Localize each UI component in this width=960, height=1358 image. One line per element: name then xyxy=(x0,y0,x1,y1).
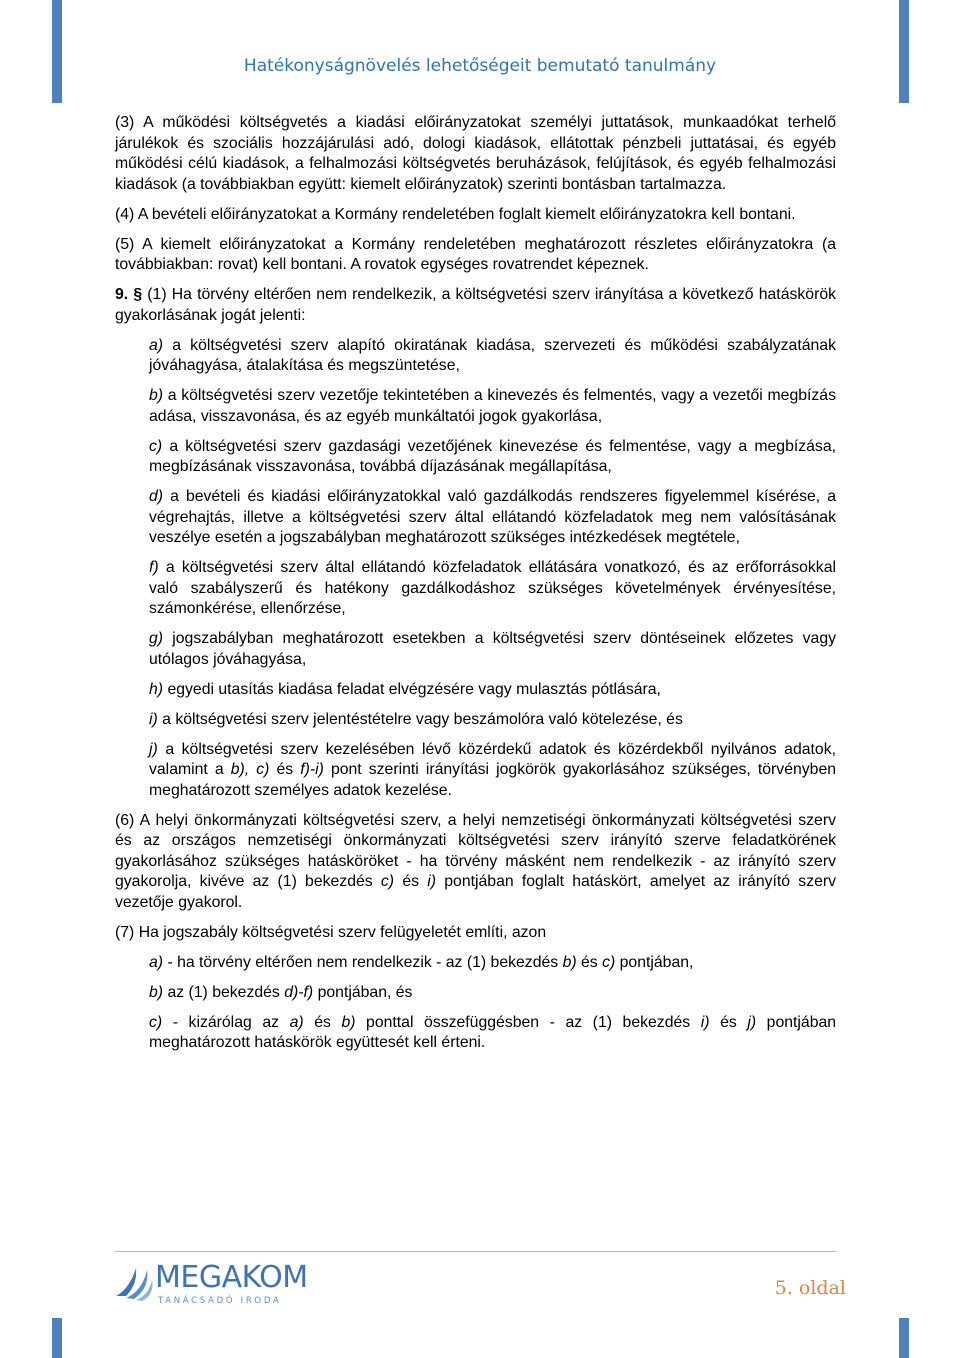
list-item-7b xyxy=(149,983,836,1004)
list-item-b xyxy=(149,386,836,427)
list-item-g xyxy=(149,629,836,670)
paragraph-text: (6) A helyi önkormányzati költségvetési szerv, a helyi nemzetiségi önkormányzati költségvetési szerv és az országos nemzetiségi önkormányzati költségvetési szerv irányító szerve feladatkörének gyakorlásához szükséges hatásköröket - ha törvény másként nem rendelkezik - az irányító szerv gyakorolja, kivéve az (1) bekezdés xyxy=(115,811,836,890)
item-text: a költségvetési szerv gazdasági vezetőjének kinevezése és felmentése, vagy a megbízása, megbízásának visszavonása, továbbá díjazásának megállapítása, xyxy=(149,437,837,475)
item-reference: b) xyxy=(562,953,577,971)
item-label: c) xyxy=(149,1013,163,1031)
section-sign: § xyxy=(133,286,143,303)
item-text: pontjában meghatározott hatáskörök együttesét kell érteni. xyxy=(149,1013,837,1051)
item-text: és xyxy=(314,1013,331,1031)
logo-mark-icon xyxy=(114,1262,156,1302)
item-text: - kizárólag az xyxy=(172,1013,280,1031)
item-label: f) xyxy=(149,559,159,576)
item-text: a bevételi és kiadási előirányzatokkal való gazdálkodás rendszeres figyelemmel kísérése, a végrehajtás, illetve a költségvetési szerv által ellátandó közfeladatok meg nem valósításának veszélye esetén a jogszabályban meghatározott szükséges intézkedések megtétele, xyxy=(149,488,836,546)
item-reference: d)-f) xyxy=(284,983,314,1001)
megakom-logo xyxy=(114,1262,314,1312)
item-text: pontjában, xyxy=(619,953,694,971)
section-9-paragraph-1 xyxy=(115,285,836,326)
item-reference: c) xyxy=(380,873,395,890)
item-reference: a) xyxy=(289,1013,304,1031)
item-text: pont szerinti irányítási jogkörök gyakorlásához szükséges, törvényben meghatározott személyes adatok kezelése. xyxy=(149,761,837,799)
left-accent-bar xyxy=(52,0,62,103)
list-item-i xyxy=(149,710,836,731)
paragraph-3: (3) A működési költségvetés a kiadási előirányzatokat személyi juttatások, munkaadókat terhelő járulékok és szociális hozzájárulási adó, dologi kiadások, ellátottak pénzbeli juttatásai, és egyéb működési célú kiadások, a felhalmozási költségvetés beruházások, felújítások, és egyéb felhalmozási kiadások (a továbbiakban együtt: kiemelt előirányzatok) szerinti bontásban tartalmazza. xyxy=(115,114,836,193)
item-text: egyedi utasítás kiadása feladat elvégzésére vagy mulasztás pótlására, xyxy=(167,680,661,698)
list-item-a xyxy=(149,336,836,377)
item-text: és xyxy=(581,953,598,971)
item-reference: b) xyxy=(341,1013,356,1031)
item-text: és xyxy=(720,1013,737,1031)
item-label: g) xyxy=(149,630,164,647)
list-item-d xyxy=(149,487,836,549)
item-label: c) xyxy=(149,437,163,455)
item-reference: i) xyxy=(700,1013,710,1031)
paragraph-6 xyxy=(115,811,836,914)
item-text: ponttal összefüggésben - az (1) bekezdés xyxy=(366,1013,691,1031)
item-label: h) xyxy=(149,680,164,698)
item-text: a költségvetési szerv jelentéstételre vagy beszámolóra való kötelezése, és xyxy=(162,710,683,728)
item-text: a költségvetési szerv által ellátandó közfeladatok ellátására vonatkozó, és az erőforrásokkal való szabályszerű és hatékony gazdálkodáshoz szükséges követelmények érvényesítése, számonkérése, ellenőrzése, xyxy=(149,559,836,617)
item-label: b) xyxy=(149,387,164,404)
item-label: j) xyxy=(149,740,158,758)
paragraph-text: pontjában foglalt hatáskört, amelyet az irányító szerv vezetője gyakorol. xyxy=(115,873,837,911)
list-item-h xyxy=(149,680,836,701)
page-header-title: Hatékonyságnövelés lehetőségeit bemutató tanulmány xyxy=(243,56,717,76)
item-label: a) xyxy=(149,336,164,354)
document-body xyxy=(115,113,836,1063)
item-text: a költségvetési szerv vezetője tekintetében a kinevezés és felmentés, vagy a vezetői megbízás adása, visszavonása, és az egyéb munkáltatói jogok gyakorlása, xyxy=(149,387,836,425)
item-text: a költségvetési szerv kezelésében lévő közérdekű adatok és közérdekből nyilvános adatok, valamint a xyxy=(149,740,836,778)
logo-subtitle: TANÁCSADÓ IRODA xyxy=(158,1296,282,1306)
paragraph-5: (5) A kiemelt előirányzatokat a Kormány rendeletében meghatározott részletes előirányzatokra (a továbbiakban: rovat) kell bontani. A rovatok egységes rovatrendet képeznek. xyxy=(115,235,836,273)
section-9-text: (1) Ha törvény eltérően nem rendelkezik, a költségvetési szerv irányítása a következő hatáskörök gyakorlásának jogát jelenti: xyxy=(115,286,837,324)
item-text: pontjában, és xyxy=(317,983,413,1001)
item-label: d) xyxy=(149,488,164,505)
item-text: - ha törvény eltérően nem rendelkezik - az (1) bekezdés xyxy=(167,953,559,971)
list-item-c xyxy=(149,437,836,478)
paragraph-4: (4) A bevételi előirányzatokat a Kormány rendeletében foglalt kiemelt előirányzatokra kell bontani. xyxy=(115,205,796,223)
item-text: a költségvetési szerv alapító okiratának kiadása, szervezeti és működési szabályzatának jóváhagyása, átalakítása és megszüntetése, xyxy=(149,336,836,374)
page-number: 5. oldal xyxy=(774,1277,846,1299)
item-reference: b), c) xyxy=(230,761,270,778)
item-text: jogszabályban meghatározott esetekben a költségvetési szerv döntéseinek előzetes vagy utólagos jóváhagyása, xyxy=(149,630,836,668)
list-item-7a xyxy=(149,953,836,974)
item-label: i) xyxy=(149,710,158,728)
right-accent-bar xyxy=(899,0,909,103)
item-reference: c) xyxy=(602,953,616,971)
item-text: az (1) bekezdés xyxy=(167,983,280,1001)
list-item-j xyxy=(149,740,836,802)
item-label: a) xyxy=(149,953,164,971)
footer-divider xyxy=(115,1251,836,1252)
item-label: b) xyxy=(149,983,164,1001)
left-accent-bar-bottom xyxy=(52,1318,62,1358)
section-9-number: 9. xyxy=(115,286,129,303)
list-item-f xyxy=(149,558,836,620)
right-accent-bar-bottom xyxy=(899,1318,909,1358)
item-reference: f)-i) xyxy=(300,761,324,778)
paragraph-text: és xyxy=(402,873,419,890)
paragraph-7: (7) Ha jogszabály költségvetési szerv felügyeletét említi, azon xyxy=(115,923,547,941)
logo-name: MEGAKOM xyxy=(155,1260,308,1295)
item-text: és xyxy=(276,761,294,778)
item-reference: i) xyxy=(427,873,437,890)
list-item-7c xyxy=(149,1013,836,1054)
item-reference: j) xyxy=(747,1013,757,1031)
